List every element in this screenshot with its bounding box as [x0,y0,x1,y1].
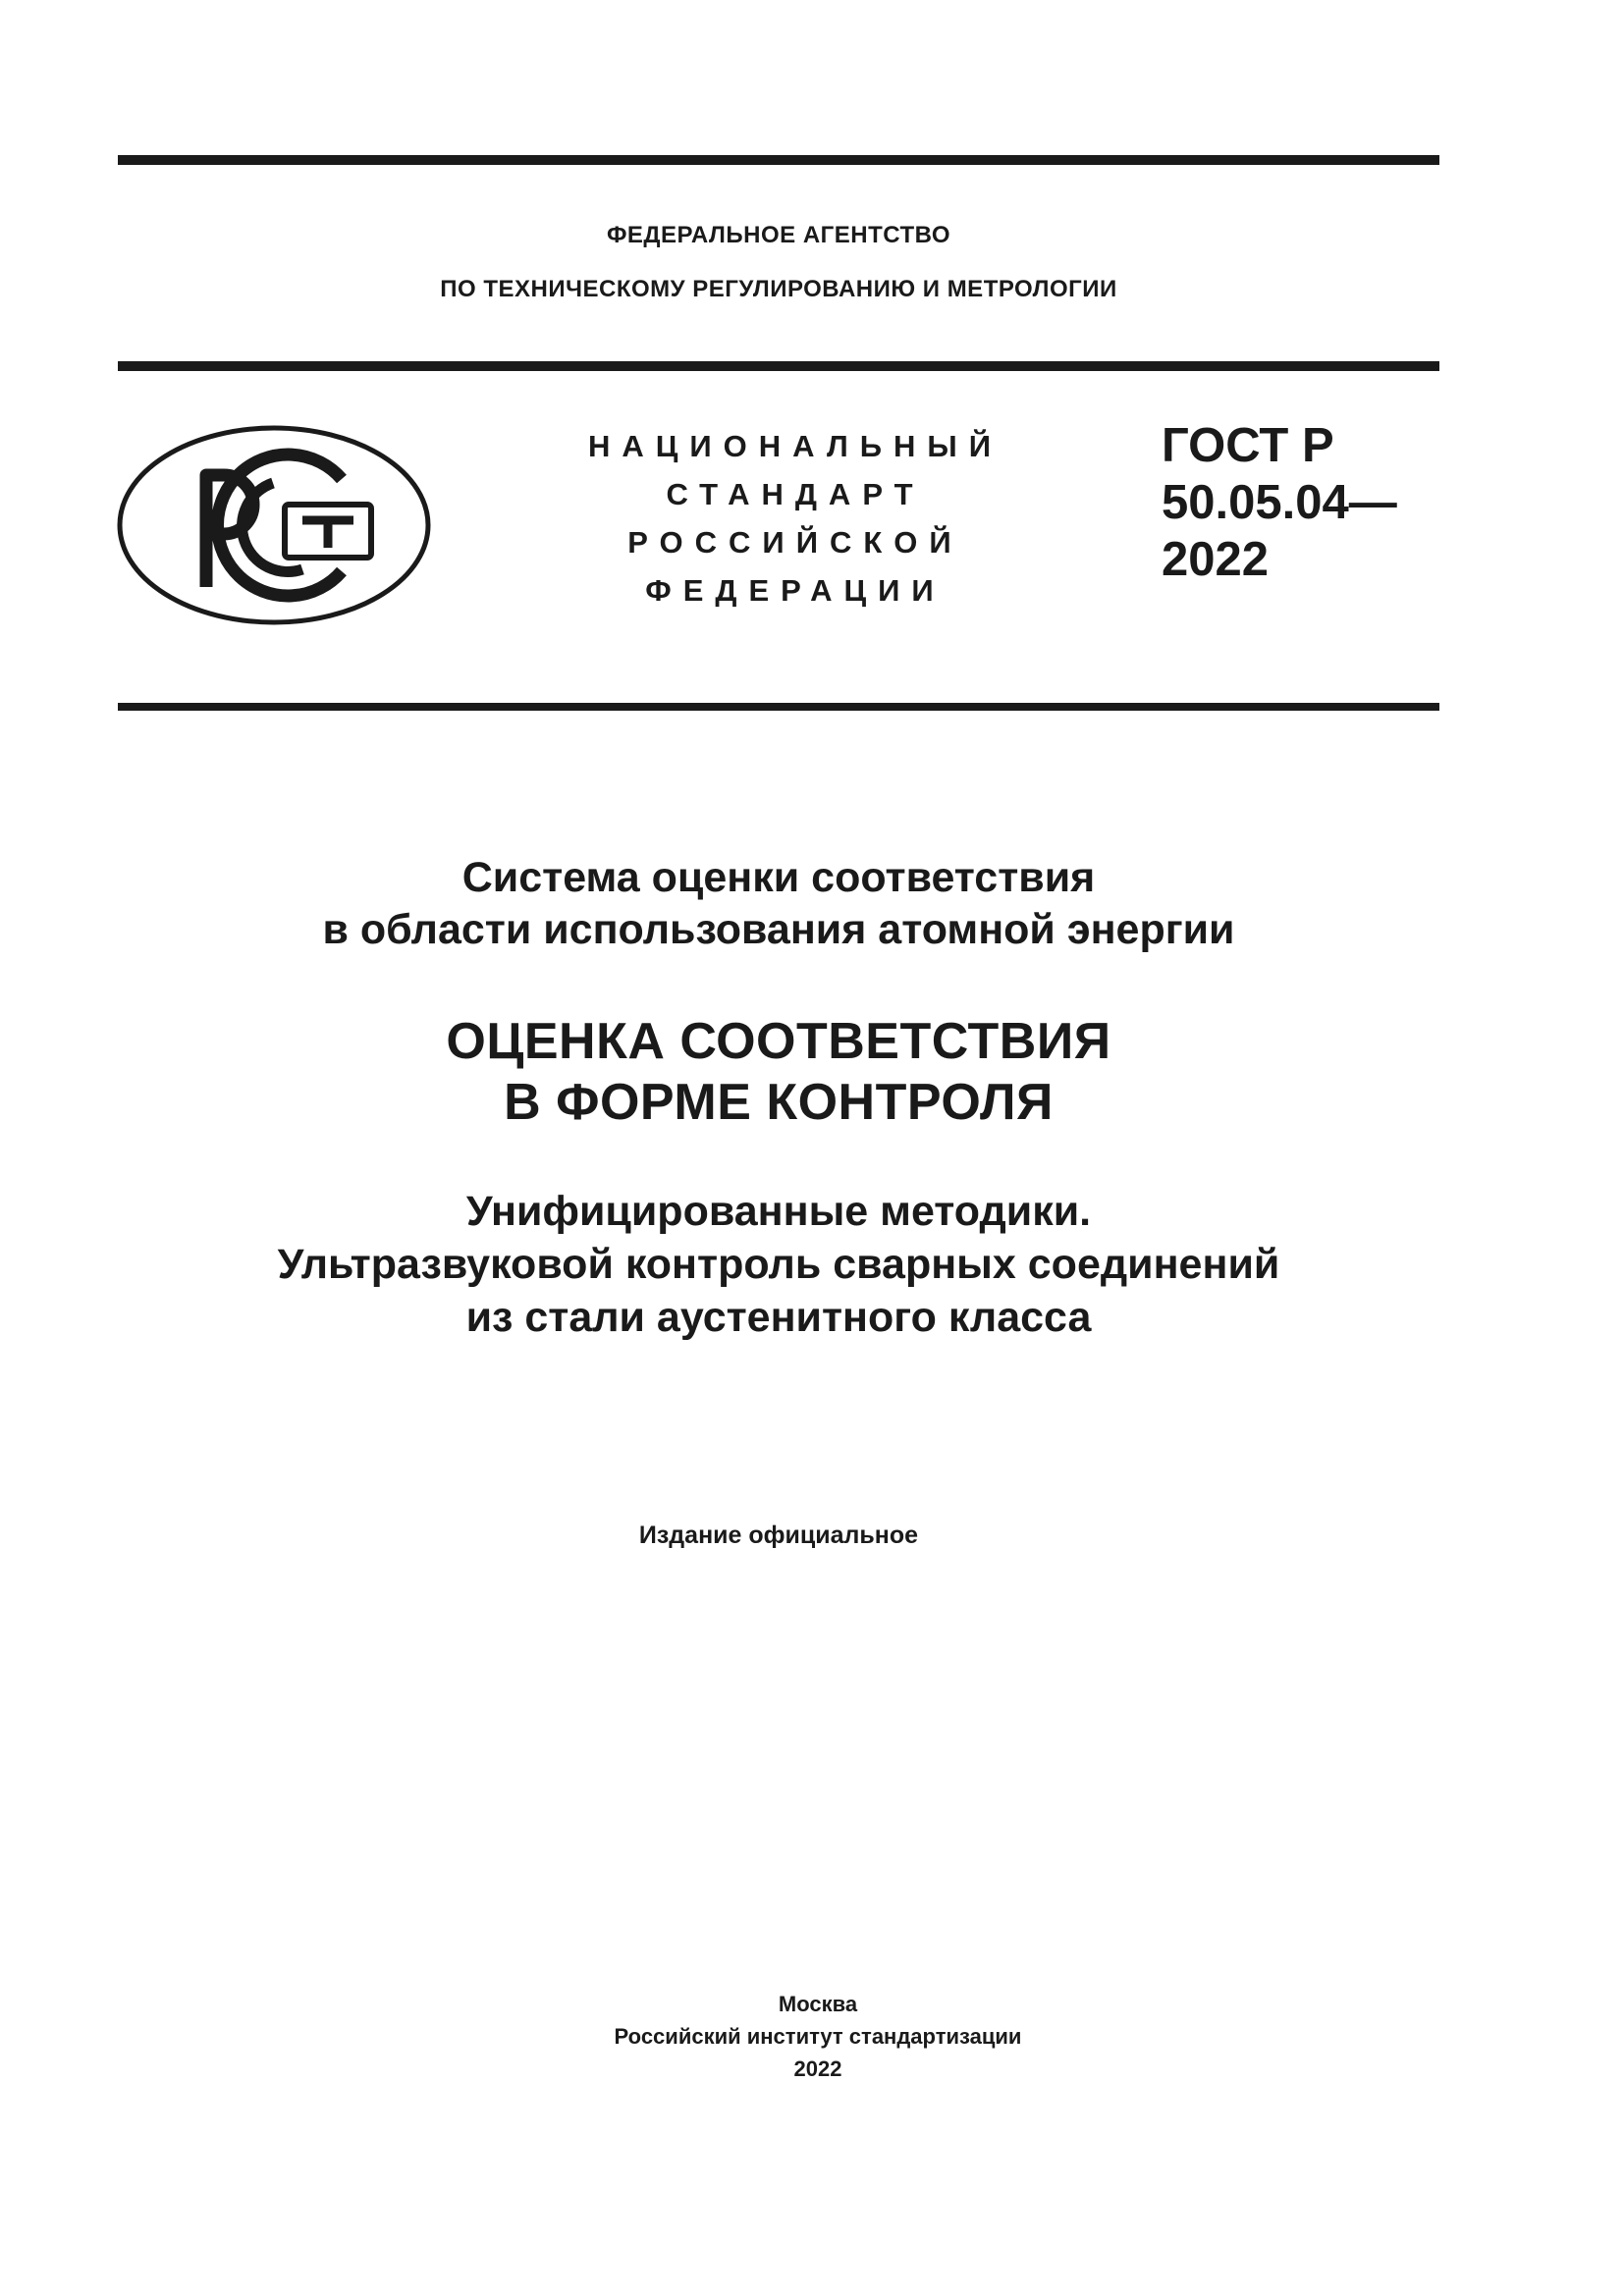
series-title [118,852,1439,956]
subtitle-line3: из стали аустенитного класса [465,1294,1092,1341]
agency-name-line1: ФЕДЕРАЛЬНОЕ АГЕНТСТВО [606,222,951,248]
subtitle-line1: Унифицированные методики. [465,1188,1092,1235]
main-title-line2: В ФОРМЕ КОНТРОЛЯ [504,1074,1054,1131]
national-standard-line1: НАЦИОНАЛЬНЫЙ [587,429,1003,463]
series-title-line1: Система оценки соответствия [461,854,1096,901]
designation-line1: ГОСТ Р [1162,419,1334,472]
top-rule [118,155,1439,165]
national-standard-line3: РОССИЙСКОЙ [627,525,963,560]
national-standard-line2: СТАНДАРТ [666,477,925,511]
main-title-line1: ОЦЕНКА СООТВЕТСТВИЯ [446,1013,1111,1070]
imprint [118,1988,1518,2085]
rst-conformity-mark-icon [116,424,432,626]
national-standard-caption [550,422,1041,614]
imprint-year: 2022 [793,2056,842,2081]
main-title [118,1011,1439,1133]
subtitle-line2: Ультразвуковой контроль сварных соединений [277,1241,1280,1288]
series-title-line2: в области использования атомной энергии [322,906,1235,953]
standard-designation [1162,417,1397,588]
imprint-city: Москва [778,1992,858,2016]
agency-name-line2: ПО ТЕХНИЧЕСКОМУ РЕГУЛИРОВАНИЮ И МЕТРОЛОГИИ [440,276,1117,302]
designation-line2: 50.05.04— [1162,476,1397,529]
subtitle [118,1185,1439,1344]
header-rule [118,361,1439,371]
imprint-publisher: Российский институт стандартизации [614,2024,1022,2049]
title-rule [118,703,1439,711]
edition-note: Издание официальное [638,1522,919,1549]
designation-line3: 2022 [1162,533,1270,586]
national-standard-line4: ФЕДЕРАЦИИ [645,573,946,608]
